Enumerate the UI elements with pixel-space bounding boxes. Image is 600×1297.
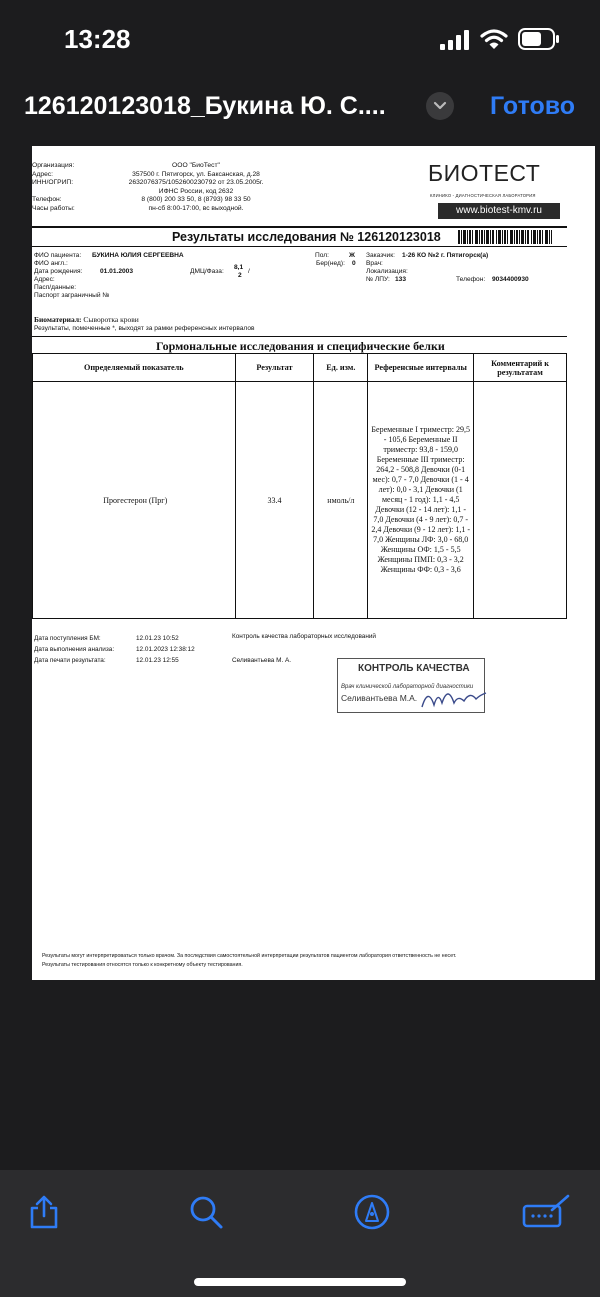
table-header-row xyxy=(33,354,567,382)
phone-value: 8 (800) 200 33 50, 8 (8793) 98 33 50 xyxy=(141,196,251,204)
preg-value: 0 xyxy=(352,260,356,267)
home-indicator[interactable] xyxy=(194,1278,406,1286)
done-button[interactable]: Готово xyxy=(490,92,576,120)
col-header: Референсные интервалы xyxy=(368,354,474,382)
table-row xyxy=(33,382,567,619)
logo-name: БИОТЕСТ xyxy=(428,160,541,186)
lab-logo xyxy=(428,160,562,222)
lpu-label: № ЛПУ: xyxy=(366,276,390,283)
dmc-separator: / xyxy=(248,268,250,275)
biomaterial-label: Биоматериал: xyxy=(34,315,82,324)
done-value: 12.01.2023 12:38:12 xyxy=(136,646,195,653)
col-header: Определяемый показатель xyxy=(33,354,236,382)
divider xyxy=(32,226,567,228)
col-header: Ед. изм. xyxy=(314,354,368,382)
localization-label: Локализация: xyxy=(366,268,408,275)
quality-stamp xyxy=(337,658,485,713)
status-bar xyxy=(0,0,600,80)
divider xyxy=(32,336,567,337)
stamp-line1: Врач клинической лабораторной диагностики xyxy=(341,684,474,690)
disclaimer xyxy=(42,952,582,970)
unit-cell: нмоль/л xyxy=(314,382,368,619)
document-page[interactable] xyxy=(32,146,595,980)
sex-label: Пол: xyxy=(315,252,329,259)
printed-label: Дата печати результата: xyxy=(34,657,106,664)
divider xyxy=(32,246,567,247)
chevron-down-icon xyxy=(433,101,447,111)
dmc-value: 8,1 xyxy=(234,264,244,271)
passport-label: Пасп/данные: xyxy=(34,284,77,291)
doctor-label: Врач: xyxy=(366,260,383,267)
document-title[interactable]: 126120123018_Букина Ю. С.... xyxy=(24,92,386,120)
phase-value: 2 xyxy=(238,272,242,279)
stamp-line2: Селивантьева М.А. xyxy=(341,693,418,703)
fio-value: БУКИНА ЮЛИЯ СЕРГЕЕВНА xyxy=(92,252,184,259)
search-icon[interactable] xyxy=(188,1194,224,1230)
inn-value: 2632076375/1052600230792 от 23.05.2005г. xyxy=(128,179,264,187)
done-label: Дата выполнения анализа: xyxy=(34,646,115,653)
received-value: 12.01.23 10:52 xyxy=(136,635,179,642)
barcode-icon xyxy=(458,230,552,244)
phone-label: Телефон: xyxy=(32,196,62,204)
customer-label: Заказчик: xyxy=(366,252,395,259)
hours-value: пн-сб 8:00-17:00, вс выходной. xyxy=(148,205,244,212)
indicator-cell: Прогестерон (Прг) xyxy=(33,382,236,619)
signature-icon[interactable] xyxy=(522,1194,572,1230)
printed-value: 12.01.23 12:55 xyxy=(136,657,179,664)
org-value: ООО "БиоТест" xyxy=(172,162,220,169)
preg-label: Бер(нед): xyxy=(316,260,345,267)
cellular-signal-icon xyxy=(440,30,470,50)
share-icon[interactable] xyxy=(26,1194,62,1230)
logo-subtitle: КЛИНИКО - ДИАГНОСТИЧЕСКАЯ ЛАБОРАТОРИЯ xyxy=(430,193,536,198)
addr-label: Адрес: xyxy=(32,170,54,178)
reference-cell: Беременные I триместр: 29,5 - 105,6 Беременные II триместр: 93,8 - 159,0 Беременные III триместр: 264,2 - 508,8 Девочки (0-1 мес): 0,7 - 7,0 Девочки (1 - 4 лет): 0,0 - 3,1 Девочки (1 месяц - 1 год): 1,1 - 4,5 Девочки (12 - 14 лет): 1,1 - 7,0 Девочки (4 - 9 лет): 0,7 - 2,4 Девочки (9 - 12 лет): 1,1 - 7,0 Женщины ЛФ: 3,0 - 68,0 Женщины ОФ: 1,5 - 5,5 Женщины ПМП: 0,3 - 3,2 Женщины ФФ: 0,3 - 3,6 xyxy=(368,382,474,619)
tel-value: 9034400930 xyxy=(492,276,529,283)
flag-note: Результаты, помеченные *, выходят за рамки референсных интервалов xyxy=(34,325,255,332)
section-title: Гормональные исследования и специфические белки xyxy=(156,339,445,353)
lab-info xyxy=(32,162,332,222)
stamp-title: КОНТРОЛЬ КАЧЕСТВА xyxy=(358,663,470,674)
comment-cell xyxy=(474,382,567,619)
title-menu-button[interactable] xyxy=(426,92,454,120)
logo-url[interactable]: www.biotest-kmv.ru xyxy=(438,203,560,219)
col-header: Результат xyxy=(235,354,314,382)
biomaterial xyxy=(34,316,139,324)
wifi-icon xyxy=(480,28,508,50)
dmc-label: ДМЦ/Фаза: xyxy=(190,268,224,275)
nav-bar xyxy=(0,80,600,144)
qc-label: Контроль качества лабораторных исследований xyxy=(232,633,376,640)
disclaimer-line1: Результаты могут интерпретироваться только врачом. За последствия самостоятельной интерпретации результатов пациентом лаборатория ответственность не несет. xyxy=(42,953,457,959)
markup-icon[interactable] xyxy=(354,1194,390,1230)
disclaimer-line2: Результаты тестирования относятся только к конкретному объекту тестирования. xyxy=(42,962,243,968)
result-cell: 33.4 xyxy=(235,382,314,619)
addr-value: 357500 г. Пятигорск, ул. Баксанская, д.28 xyxy=(132,170,260,178)
fio-label: ФИО пациента: xyxy=(34,252,82,259)
fio-en-label: ФИО англ.: xyxy=(34,260,68,267)
col-header: Комментарий к результатам xyxy=(474,354,567,382)
clock-time: 13:28 xyxy=(64,24,131,54)
sex-value: Ж xyxy=(349,252,355,259)
qc-doctor: Селивантьева М. А. xyxy=(232,657,292,664)
dob-label: Дата рождения: xyxy=(34,268,83,275)
battery-icon xyxy=(518,28,560,50)
dob-value: 01.01.2003 xyxy=(100,268,134,275)
hours-label: Часы работы: xyxy=(32,205,75,212)
received-label: Дата поступления БМ: xyxy=(34,635,101,642)
tel-label: Телефон: xyxy=(456,276,486,283)
foreign-passport-label: Паспорт заграничный № xyxy=(34,292,110,299)
lpu-value: 133 xyxy=(395,276,407,283)
signature-mark xyxy=(418,681,488,713)
addr-label: Адрес: xyxy=(34,276,55,283)
customer-value: 1-26 КО №2 г. Пятигорск(а) xyxy=(402,252,489,259)
bottom-toolbar xyxy=(0,1170,600,1297)
inn-extra: ИФНС России, код 2632 xyxy=(158,187,234,195)
inn-label: ИНН/ОГРИП: xyxy=(32,179,74,187)
results-table xyxy=(32,353,567,619)
org-label: Организация: xyxy=(32,162,75,169)
biomaterial-value: Сыворотка крови xyxy=(83,315,139,324)
results-title: Результаты исследования № 126120123018 xyxy=(172,230,441,244)
